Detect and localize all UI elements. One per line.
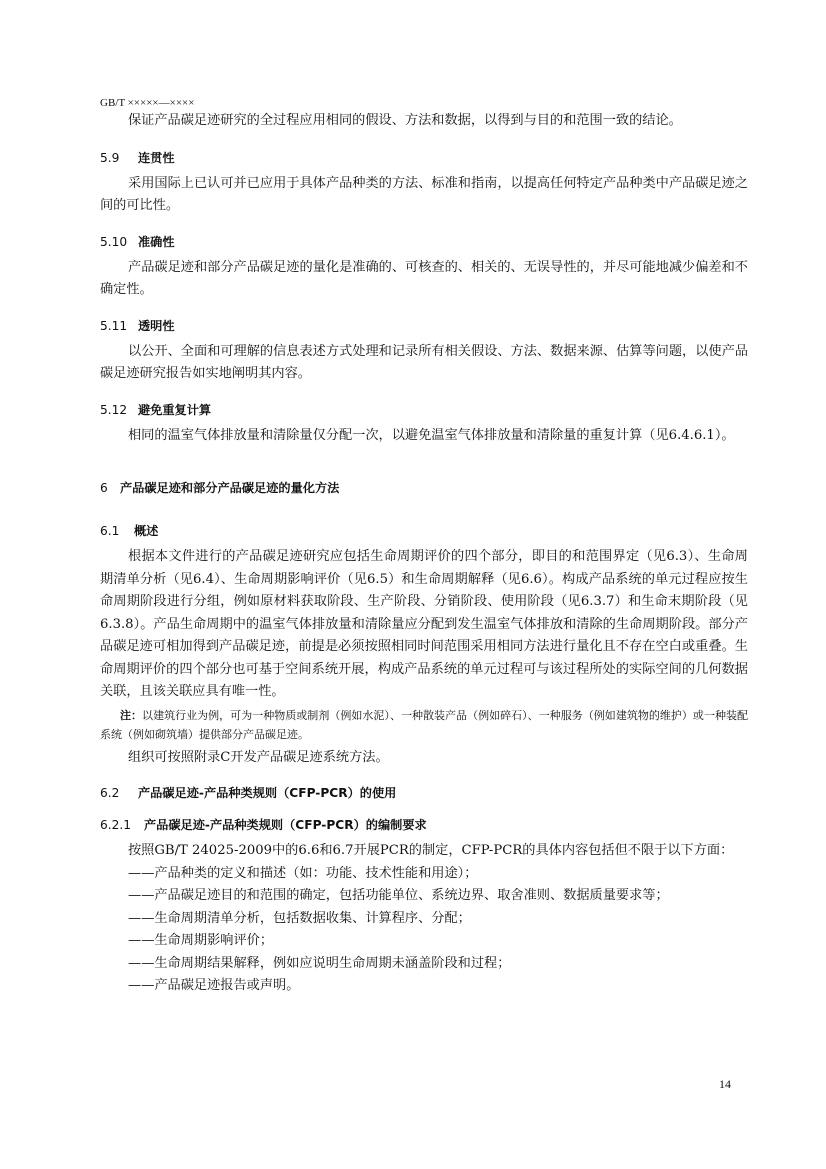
note-text: 以建筑行业为例，可为一种物质或制剂（例如水泥）、一种散装产品（例如碎石）、一种服务（例如建筑物的维护）或一种装配系统（例如砌筑墙）提供部分产品碳足迹。 <box>100 708 749 741</box>
section-6-heading <box>100 479 748 496</box>
section-number: 6.2.1 <box>100 818 132 832</box>
section-number: 5.10 <box>100 234 128 249</box>
section-title: 产品碳足迹和部分产品碳足迹的量化方法 <box>120 481 340 495</box>
section-5-12-heading <box>100 401 748 418</box>
page-number: 14 <box>719 1077 731 1091</box>
section-title: 连贯性 <box>138 150 175 165</box>
note-label: 注： <box>120 708 143 722</box>
intro-paragraph: 保证产品碳足迹研究的全过程应用相同的假设、方法和数据，以得到与目的和范围一致的结论。 <box>128 113 682 128</box>
list-item: ——生命周期结果解释，例如应说明生命周期未涵盖阶段和过程； <box>128 955 511 971</box>
list-item: ——生命周期影响评价； <box>128 933 274 948</box>
section-number: 5.9 <box>100 150 120 165</box>
section-6-1-heading <box>100 522 748 539</box>
section-5-11-heading <box>100 317 748 334</box>
section-title: 准确性 <box>138 234 175 249</box>
document-body <box>100 110 748 998</box>
section-6-2-heading <box>100 784 748 801</box>
section-6-2-1-text: 按照GB/T 24025-2009中的6.6和6.7开展PCR的制定，CFP-PCR的具体内容包括但不限于以下方面： <box>128 843 734 858</box>
section-number: 5.12 <box>100 402 128 417</box>
section-title: 概述 <box>134 524 159 538</box>
section-number: 6 <box>100 481 108 495</box>
section-6-1-text-2: 组织可按照附录C开发产品碳足迹系统方法。 <box>128 749 389 765</box>
requirements-list <box>100 863 748 998</box>
section-5-10-heading <box>100 233 748 250</box>
section-5-10-text: 产品碳足迹和部分产品碳足迹的量化是准确的、可核查的、相关的、无误导性的，并尽可能地减少偏差和不确定性。 <box>100 259 748 297</box>
list-item: ——产品碳足迹目的和范围的确定，包括功能单位、系统边界、取舍准则、数据质量要求等； <box>128 888 669 903</box>
section-title: 透明性 <box>138 318 175 333</box>
section-6-1-text: 根据本文件进行的产品碳足迹研究应包括生命周期评价的四个部分，即目的和范围界定（见6.3）、生命周期清单分析（见6.4）、生命周期影响评价（见6.5）和生命周期解释（见6.6）。构成产品系统的单元过程应按生命周期阶段进行分组，例如原材料获取阶段、生产阶段、分销阶段、使用阶段（见6.3.7）和生命末期阶段（见6.3.8）。产品生命周期中的温室气体排放量和清除量应分配到发生温室气体排放和清除的生命周期阶段。部分产品碳足迹可相加得到产品碳足迹，前提是必须按照相同时间范围采用相同方法进行量化且不存在空白或重叠。生命周期评价的四个部分也可基于空间系统开展，构成产品系统的单元过程可与该过程所处的实际空间的几何数据关联，且该关联应具有唯一性。 <box>100 549 748 699</box>
section-5-9-heading <box>100 149 748 166</box>
section-5-12-text: 相同的温室气体排放量和清除量仅分配一次，以避免温室气体排放量和清除量的重复计算（见6.4.6.1）。 <box>128 427 735 443</box>
section-number: 6.2 <box>100 786 120 800</box>
section-5-11-text: 以公开、全面和可理解的信息表述方式处理和记录所有相关假设、方法、数据来源、估算等问题，以使产品碳足迹研究报告如实地阐明其内容。 <box>100 343 748 381</box>
section-title: 避免重复计算 <box>138 402 212 417</box>
list-item: ——产品碳足迹报告或声明。 <box>128 978 300 993</box>
section-title: 产品碳足迹-产品种类规则（CFP-PCR）的使用 <box>138 786 397 800</box>
section-6-2-1-heading <box>100 816 748 833</box>
list-item: ——产品种类的定义和描述（如：功能、技术性能和用途）； <box>128 865 478 881</box>
note-paragraph <box>100 706 748 745</box>
section-5-9-text: 采用国际上已认可并已应用于具体产品种类的方法、标准和指南，以提高任何特定产品种类中产品碳足迹之间的可比性。 <box>100 175 748 213</box>
section-title: 产品碳足迹-产品种类规则（CFP-PCR）的编制要求 <box>144 818 427 832</box>
section-number: 6.1 <box>100 524 120 538</box>
list-item: ——生命周期清单分析，包括数据收集、计算程序、分配； <box>128 910 471 926</box>
standard-code: GB/T ×××××—×××× <box>100 97 195 109</box>
section-number: 5.11 <box>100 318 128 333</box>
